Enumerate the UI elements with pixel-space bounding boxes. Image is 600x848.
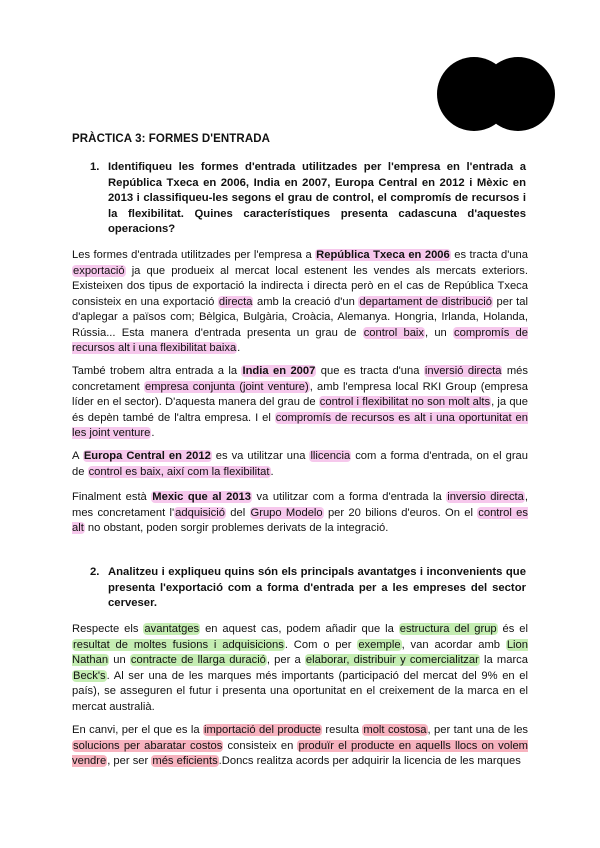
question-2 — [90, 565, 526, 612]
text-span: amb la creació d'un — [253, 295, 359, 308]
highlight-pink: adquisició — [175, 506, 225, 519]
highlight-green: elaborar, distribuir y comercialitzar — [305, 654, 479, 666]
highlight-pink: exportació — [73, 264, 125, 277]
text-span: , ja que és depèn també de l'altra empresa. I el — [72, 396, 528, 424]
highlight-pink — [151, 491, 252, 503]
text-span: .Doncs realitza acords per adquirir la licencia de les marques — [218, 755, 521, 767]
highlight-pink: compromís de recursos es alt i una oportunitat en les joint venture — [72, 411, 528, 439]
text-span: no obstant, poden sorgir problemes derivats de la integració. — [84, 522, 389, 534]
text-span: es va utilitzar una — [211, 450, 310, 462]
highlight-pink: control es baix, així com la flexibilitat — [88, 465, 270, 478]
text-span: , van acordar amb — [401, 638, 506, 651]
paragraph-4 — [72, 490, 528, 537]
highlight-red: més eficients — [152, 755, 218, 767]
highlight-green: Beck's — [73, 669, 106, 682]
highlight-pink: control es alt — [72, 506, 528, 534]
text-span: consisteix en — [223, 739, 298, 752]
highlight-pink: inversio directa — [447, 491, 524, 503]
paragraph-1 — [72, 248, 528, 357]
highlight-red: molt costosa — [363, 724, 427, 736]
highlight-pink — [241, 365, 316, 377]
text-span: va utilitzar com a forma d'entrada la — [252, 491, 447, 503]
text-span: Respecte els — [72, 623, 144, 635]
bold-text: Europa Central en 2012 — [83, 450, 211, 462]
text-span: Les formes d'entrada utilitzades per l'empresa a — [72, 249, 316, 261]
text-span: més concretament — [72, 365, 528, 393]
question-1-number: 1. — [90, 161, 100, 173]
text-span: . — [270, 465, 274, 478]
highlight-pink: compromís de recursos alt i una flexibilitat baixa — [72, 326, 528, 354]
text-span: . Com o per — [284, 638, 358, 651]
text-span: . Al ser una de les marques més importants (participació del mercat del 9% en el país), se asseguren el futur i presenta una oportunitat en el creixement de la marca en el mercat australià. — [72, 669, 528, 713]
bold-text: India en 2007 — [242, 365, 316, 377]
highlight-green: resultat de moltes fusions i adquisicions — [73, 638, 284, 651]
highlight-pink: empresa conjunta (joint venture) — [145, 380, 309, 393]
text-span: En canvi, per el que es la — [72, 724, 203, 736]
text-span: la marca — [479, 654, 528, 666]
question-1-text: Identifiqueu les formes d'entrada utilitzades per l'empresa en l'entrada a República Txeca en 2006, India en 2007, Europa Central en 2012 i Mèxic en 2013 i classifiqueu-les segons el grau de control, el compromís de recursos i la flexibilitat. Quines característiques presenta cadascuna d'aquestes operacions? — [108, 161, 526, 235]
text-span: per tal d'aplegar a països com; Bèlgica, Bulgària, Croàcia, Alemanya. Hongria, Irlanda, Holanda, Rússia... Esta manera d'entrada presenta un grau de — [72, 295, 528, 339]
bold-text: Mexic que al 2013 — [152, 491, 251, 503]
text-span: és el — [497, 623, 528, 635]
text-span: en aquest cas, podem añadir que la — [200, 623, 399, 635]
highlight-green: avantatges — [144, 623, 200, 635]
logo — [437, 57, 555, 131]
question-1 — [90, 160, 526, 238]
paragraph-6 — [72, 723, 528, 770]
highlight-pink: control i flexibilitat no son molt alts — [319, 396, 491, 408]
text-span: Finalment està — [72, 491, 152, 503]
text-span: per 20 bilions d'euros. On el — [323, 506, 478, 519]
text-span: , per ser — [107, 755, 152, 767]
highlight-pink: departament de distribució — [359, 295, 492, 308]
text-span: També trobem altra entrada a la — [72, 365, 242, 377]
question-2-number: 2. — [90, 566, 100, 578]
text-span: , per a — [266, 654, 305, 666]
paragraph-5 — [72, 622, 528, 715]
paragraph-3 — [72, 449, 528, 480]
highlight-green: exemple — [358, 638, 401, 651]
highlight-pink: directa — [218, 295, 253, 308]
text-span: es tracta d'una — [450, 249, 529, 261]
text-span: un — [109, 654, 130, 666]
text-span: . — [237, 342, 241, 354]
logo-circle-right — [481, 57, 555, 131]
highlight-pink: llicencia — [310, 450, 351, 462]
highlight-pink — [315, 249, 451, 261]
bold-text: República Txeca en 2006 — [316, 249, 450, 261]
highlight-pink: control baix — [363, 326, 425, 339]
highlight-pink: Grupo Modelo — [250, 506, 323, 519]
text-span: A — [72, 450, 83, 462]
highlight-green: estructura del grup — [399, 623, 497, 635]
text-span: resulta — [321, 724, 363, 736]
highlight-pink: inversió directa — [424, 365, 502, 377]
text-span: ja que produeix al mercat local estenent les vendes als mercats exteriors. Existeixen dos tipus de exportació la indirecta i directa però en el cas de República Txeca consisteix en una exportació — [72, 264, 528, 308]
text-span: , per tant una de les — [427, 724, 529, 736]
highlight-pink — [83, 450, 212, 462]
page-title: PRÀCTICA 3: FORMES D'ENTRADA — [72, 133, 271, 145]
highlight-red: solucions per abaratar costos — [73, 739, 223, 752]
text-span: del — [225, 506, 250, 519]
text-span: , mes concretament l' — [72, 491, 528, 519]
highlight-green: Lion Nathan — [72, 638, 528, 666]
highlight-red: produïr el producte en aquells llocs on volem vendre — [72, 739, 528, 767]
highlight-green: contracte de llarga duració — [130, 654, 266, 666]
text-span: que es tracta d'una — [316, 365, 424, 377]
highlight-red: importació del producte — [204, 724, 321, 736]
text-span: com a forma d'entrada, on el grau de — [72, 450, 528, 478]
text-span: . — [151, 427, 155, 439]
text-span: , amb l'empresa local RKI Group (empresa líder en el sector). D'aquesta manera del grau de — [72, 380, 528, 408]
question-2-text: Analitzeu i expliqueu quins són els principals avantatges i inconvenients que presenta l'exportació com a forma d'entrada per a les empreses del sector cerveser. — [108, 566, 526, 609]
text-span: , un — [425, 326, 453, 339]
paragraph-2 — [72, 364, 528, 442]
